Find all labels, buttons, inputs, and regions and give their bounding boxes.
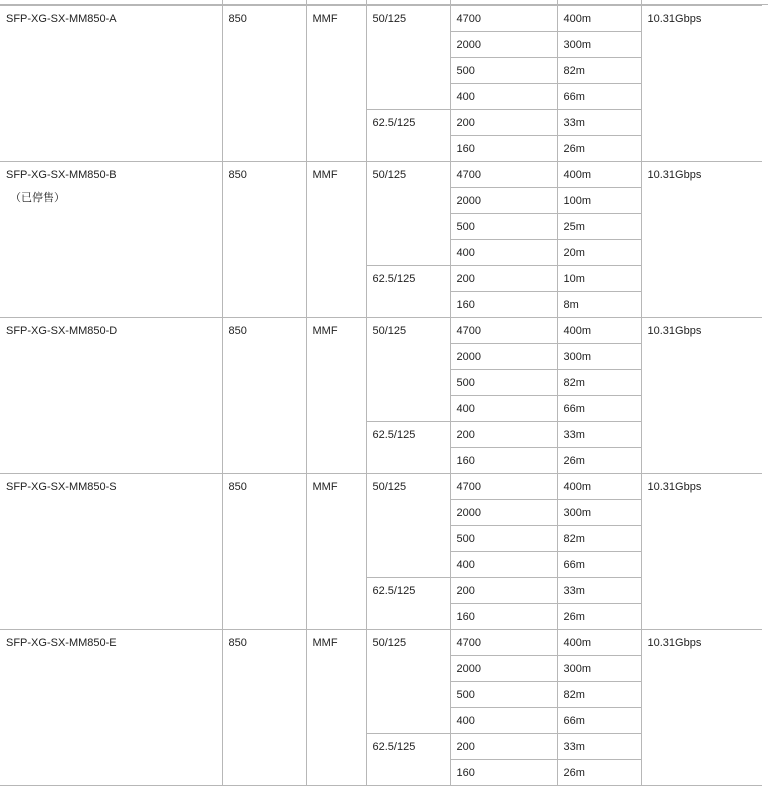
bandwidth-cell: 160 <box>450 448 557 474</box>
distance-cell: 82m <box>557 58 641 84</box>
bandwidth-cell: 200 <box>450 578 557 604</box>
fiber-type-cell: MMF <box>306 318 366 474</box>
rate-cell: 10.31Gbps <box>641 474 762 630</box>
distance-cell: 82m <box>557 682 641 708</box>
model-cell <box>0 318 222 474</box>
fiber-type-cell: MMF <box>306 6 366 162</box>
distance-cell: 10m <box>557 266 641 292</box>
distance-cell: 300m <box>557 344 641 370</box>
distance-cell: 33m <box>557 734 641 760</box>
distance-cell: 66m <box>557 84 641 110</box>
distance-cell: 400m <box>557 630 641 656</box>
spec-table-body <box>0 6 762 786</box>
rate-cell: 10.31Gbps <box>641 630 762 786</box>
model-cell <box>0 474 222 630</box>
bandwidth-cell: 200 <box>450 422 557 448</box>
fiber-type-cell: MMF <box>306 630 366 786</box>
table-row <box>0 474 762 500</box>
distance-cell: 20m <box>557 240 641 266</box>
bandwidth-cell: 4700 <box>450 318 557 344</box>
bandwidth-cell: 4700 <box>450 162 557 188</box>
bandwidth-cell: 2000 <box>450 188 557 214</box>
bandwidth-cell: 500 <box>450 214 557 240</box>
bandwidth-cell: 400 <box>450 84 557 110</box>
bandwidth-cell: 160 <box>450 760 557 786</box>
bandwidth-cell: 400 <box>450 240 557 266</box>
distance-cell: 26m <box>557 760 641 786</box>
distance-cell: 26m <box>557 448 641 474</box>
distance-cell: 400m <box>557 162 641 188</box>
fiber-type-cell: MMF <box>306 474 366 630</box>
bandwidth-cell: 200 <box>450 110 557 136</box>
table-row <box>0 6 762 32</box>
transceiver-spec-table <box>0 5 762 786</box>
wavelength-cell: 850 <box>222 318 306 474</box>
table-row <box>0 162 762 188</box>
core-size-cell: 50/125 <box>366 318 450 422</box>
fiber-type-cell: MMF <box>306 162 366 318</box>
table-row <box>0 630 762 656</box>
distance-cell: 100m <box>557 188 641 214</box>
distance-cell: 300m <box>557 500 641 526</box>
bandwidth-cell: 400 <box>450 552 557 578</box>
bandwidth-cell: 500 <box>450 58 557 84</box>
rate-cell: 10.31Gbps <box>641 162 762 318</box>
bandwidth-cell: 4700 <box>450 474 557 500</box>
core-size-cell: 50/125 <box>366 630 450 734</box>
core-size-cell: 50/125 <box>366 474 450 578</box>
core-size-cell: 62.5/125 <box>366 422 450 474</box>
core-size-cell: 62.5/125 <box>366 734 450 786</box>
bandwidth-cell: 500 <box>450 526 557 552</box>
core-size-cell: 62.5/125 <box>366 578 450 630</box>
bandwidth-cell: 2000 <box>450 32 557 58</box>
core-size-cell: 62.5/125 <box>366 266 450 318</box>
distance-cell: 66m <box>557 552 641 578</box>
bandwidth-cell: 2000 <box>450 500 557 526</box>
distance-cell: 26m <box>557 136 641 162</box>
distance-cell: 25m <box>557 214 641 240</box>
bandwidth-cell: 500 <box>450 682 557 708</box>
wavelength-cell: 850 <box>222 474 306 630</box>
bandwidth-cell: 4700 <box>450 6 557 32</box>
bandwidth-cell: 200 <box>450 734 557 760</box>
bandwidth-cell: 400 <box>450 396 557 422</box>
distance-cell: 33m <box>557 578 641 604</box>
distance-cell: 66m <box>557 396 641 422</box>
bandwidth-cell: 160 <box>450 292 557 318</box>
bandwidth-cell: 200 <box>450 266 557 292</box>
bandwidth-cell: 160 <box>450 136 557 162</box>
wavelength-cell: 850 <box>222 6 306 162</box>
distance-cell: 26m <box>557 604 641 630</box>
wavelength-cell: 850 <box>222 162 306 318</box>
status-note: （已停售） <box>10 192 65 204</box>
distance-cell: 33m <box>557 422 641 448</box>
table-row <box>0 318 762 344</box>
bandwidth-cell: 400 <box>450 708 557 734</box>
distance-cell: 33m <box>557 110 641 136</box>
model-cell <box>0 162 222 318</box>
bandwidth-cell: 2000 <box>450 344 557 370</box>
bandwidth-cell: 4700 <box>450 630 557 656</box>
model-name: SFP-XG-SX-MM850-S <box>6 481 117 493</box>
core-size-cell: 62.5/125 <box>366 110 450 162</box>
distance-cell: 8m <box>557 292 641 318</box>
distance-cell: 82m <box>557 526 641 552</box>
distance-cell: 400m <box>557 474 641 500</box>
model-name: SFP-XG-SX-MM850-D <box>6 325 118 337</box>
model-name: SFP-XG-SX-MM850-A <box>6 13 117 25</box>
model-name: SFP-XG-SX-MM850-B <box>6 169 117 181</box>
distance-cell: 82m <box>557 370 641 396</box>
model-name: SFP-XG-SX-MM850-E <box>6 637 117 649</box>
core-size-cell: 50/125 <box>366 6 450 110</box>
bandwidth-cell: 500 <box>450 370 557 396</box>
distance-cell: 400m <box>557 6 641 32</box>
core-size-cell: 50/125 <box>366 162 450 266</box>
bandwidth-cell: 2000 <box>450 656 557 682</box>
model-cell <box>0 630 222 786</box>
distance-cell: 300m <box>557 32 641 58</box>
rate-cell: 10.31Gbps <box>641 6 762 162</box>
distance-cell: 400m <box>557 318 641 344</box>
rate-cell: 10.31Gbps <box>641 318 762 474</box>
bandwidth-cell: 160 <box>450 604 557 630</box>
distance-cell: 66m <box>557 708 641 734</box>
model-cell <box>0 6 222 162</box>
distance-cell: 300m <box>557 656 641 682</box>
wavelength-cell: 850 <box>222 630 306 786</box>
